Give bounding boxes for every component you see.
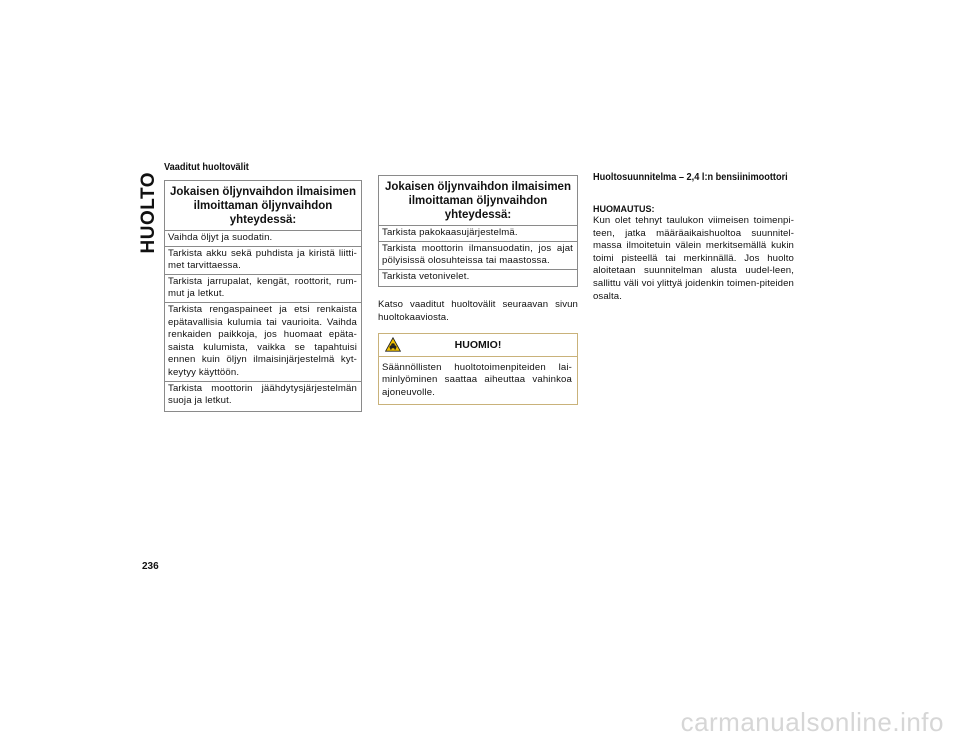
table-row: Tarkista vetonivelet. [382, 270, 470, 282]
warning-box [378, 333, 578, 406]
table-header-line: ilmoittaman öljynvaihdon yhteydessä: [408, 195, 548, 221]
watermark: carmanualsonline.info [680, 707, 944, 737]
table-header-line: Jokaisen öljynvaihdon ilmaisimen [385, 181, 571, 193]
table-header [165, 181, 361, 231]
warning-title: HUOMIO! [454, 338, 502, 351]
table-row: Tarkista akku sekä puhdista ja kiristä liitti-met tarvittaessa. [165, 247, 361, 275]
note-label: HUOMAUTUS: [593, 204, 655, 214]
warning-header [379, 334, 577, 357]
maintenance-table-2 [378, 175, 578, 287]
section-heading: Vaaditut huoltovälit [164, 162, 249, 173]
schedule-heading: Huoltosuunnitelma – 2,4 l:n bensiinimoottori [593, 172, 788, 183]
table-row: Tarkista moottorin jäähdytysjärjestelmän suoja ja letkut. [168, 382, 357, 407]
table-header [379, 176, 577, 226]
column-1 [164, 162, 362, 412]
column-3 [593, 172, 794, 303]
maintenance-table-1 [164, 180, 362, 412]
note-body: Kun olet tehnyt taulukon viimeisen toimenpi-teen, jatka määräaikaishuoltoa suunnitel-massa ilmoitetuin välein merkitsemällä kukin toimi pisteellä tai merkinnällä. Jos huolto aloitetaan suunnitelman alusta uudel-leen, sallittu väli voi ylittyä joidenkin toimen-piteiden osalta. [593, 215, 794, 302]
table-row: Tarkista moottorin ilmansuodatin, jos ajat pölyisissä olosuhteissa tai maastossa. [379, 242, 577, 270]
table-row: Tarkista jarrupalat, kengät, roottorit, rum-mut ja letkut. [165, 275, 361, 303]
column-2 [378, 175, 578, 405]
table-header-line: Jokaisen öljynvaihdon ilmaisimen [170, 186, 356, 198]
section-tab: HUOLTO [138, 172, 159, 254]
table-row: Vaihda öljyt ja suodatin. [165, 231, 361, 247]
body-paragraph: Katso vaaditut huoltovälit seuraavan sivun huoltokaaviosta. [378, 299, 578, 323]
warning-body: Säännöllisten huoltotoimenpiteiden lai-minlyöminen saattaa aiheuttaa vahinkoa ajoneuvolle. [382, 361, 572, 398]
table-row: Tarkista pakokaasujärjestelmä. [379, 226, 577, 242]
page-number: 236 [142, 561, 159, 572]
table-header-line: ilmoittaman öljynvaihdon yhteydessä: [193, 200, 333, 226]
table-row: Tarkista rengaspaineet ja etsi renkaista epätavallisia kulumia tai vaurioita. Vaihda renkaiden paikkoja, jos huomaat epäta-saista kulumista, vaikka se tapahtuisi ennen kuin öljyn ilmaisinjärjestelmä kyt-keytyy käyttöön. [165, 303, 361, 382]
